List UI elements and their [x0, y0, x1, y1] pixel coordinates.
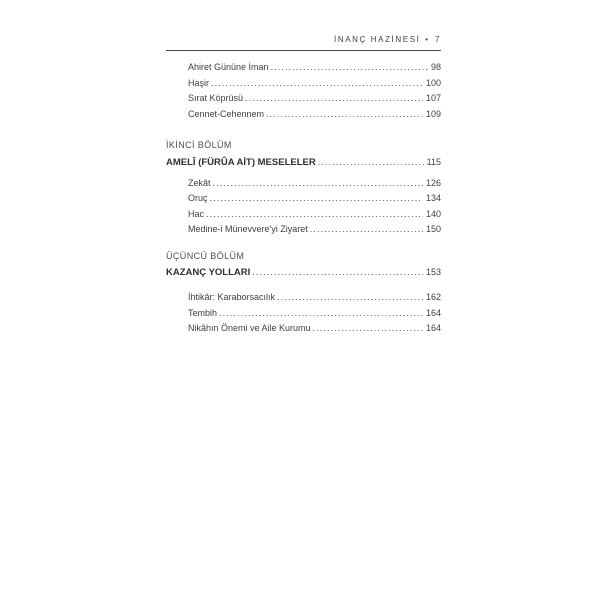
toc-entry [166, 290, 441, 306]
toc-subentries [166, 290, 441, 337]
dot-leader [252, 264, 423, 280]
toc-entry [166, 176, 441, 192]
toc-entry-page: 164 [425, 307, 441, 318]
dot-leader [219, 306, 423, 322]
toc-entry [166, 107, 441, 123]
toc-entry-label: Hac [188, 208, 205, 219]
dot-leader [211, 76, 423, 92]
toc-entry [166, 306, 441, 322]
header-rule [166, 50, 441, 51]
dot-leader [271, 60, 428, 76]
toc-entry [166, 191, 441, 207]
table-of-contents [166, 53, 441, 337]
toc-entry-page: 164 [425, 323, 441, 333]
toc-content [166, 0, 441, 600]
toc-entry-page: 100 [425, 77, 441, 88]
dot-leader [310, 222, 423, 238]
toc-group [166, 249, 441, 337]
dot-leader [318, 154, 424, 170]
toc-entry [166, 321, 441, 337]
toc-entry [166, 76, 441, 92]
section-kicker: ÜÇÜNCÜ BÖLÜM [166, 250, 245, 261]
toc-entry [166, 60, 441, 76]
toc-entry-page: 150 [425, 224, 441, 234]
header-bullet: • [425, 35, 429, 44]
dot-leader [313, 321, 423, 337]
toc-entry-label: Haşir [188, 77, 210, 88]
dot-leader [277, 290, 423, 306]
toc-entry-label: Nikâhın Önemi ve Aile Kurumu [188, 323, 311, 333]
toc-group [166, 60, 441, 122]
toc-entry-label: Zekât [188, 177, 211, 188]
toc-entry-label: Cennet-Cehennem [188, 108, 265, 119]
dot-leader [245, 91, 423, 107]
toc-group [166, 138, 441, 238]
section-kicker: İKİNCİ BÖLÜM [166, 140, 232, 150]
toc-entry-label: Oruç [188, 193, 208, 203]
running-header-page-number: 7 [434, 35, 441, 44]
dot-leader [213, 176, 423, 192]
section-title: KAZANÇ YOLLARI [166, 267, 251, 278]
dot-leader [206, 207, 423, 223]
toc-entry-page: 134 [425, 193, 441, 203]
dot-leader [210, 191, 423, 207]
toc-entry-page: 98 [430, 62, 441, 72]
running-header-title: İNANÇ HAZİNESİ [334, 35, 421, 44]
toc-entry [166, 207, 441, 223]
toc-entry-page: 126 [425, 177, 441, 188]
toc-entry-page: 140 [425, 208, 441, 219]
toc-entry-label: Ahiret Gününe İman [188, 62, 269, 72]
toc-entry-label: Medine-i Münevvere'yi Ziyaret [188, 224, 308, 234]
toc-entry-page: 109 [425, 108, 441, 119]
running-header [166, 35, 441, 44]
section-title-page: 115 [426, 156, 441, 167]
toc-entry-page: 162 [425, 292, 441, 302]
section-title: AMELÎ (FÜRÛA AİT) MESELELER [166, 156, 316, 168]
section-title-row [166, 154, 441, 170]
toc-entry [166, 222, 441, 238]
toc-subentries [166, 176, 441, 238]
dot-leader [266, 107, 423, 123]
toc-entry-label: Sırat Köprüsü [188, 93, 244, 103]
toc-entry [166, 91, 441, 107]
toc-entry-label: İhtikâr: Karaborsacılık [188, 292, 276, 302]
section-title-page: 153 [425, 267, 441, 277]
section-title-row [166, 264, 441, 280]
toc-entry-label: Tembih [188, 307, 218, 318]
toc-entry-page: 107 [425, 93, 441, 103]
